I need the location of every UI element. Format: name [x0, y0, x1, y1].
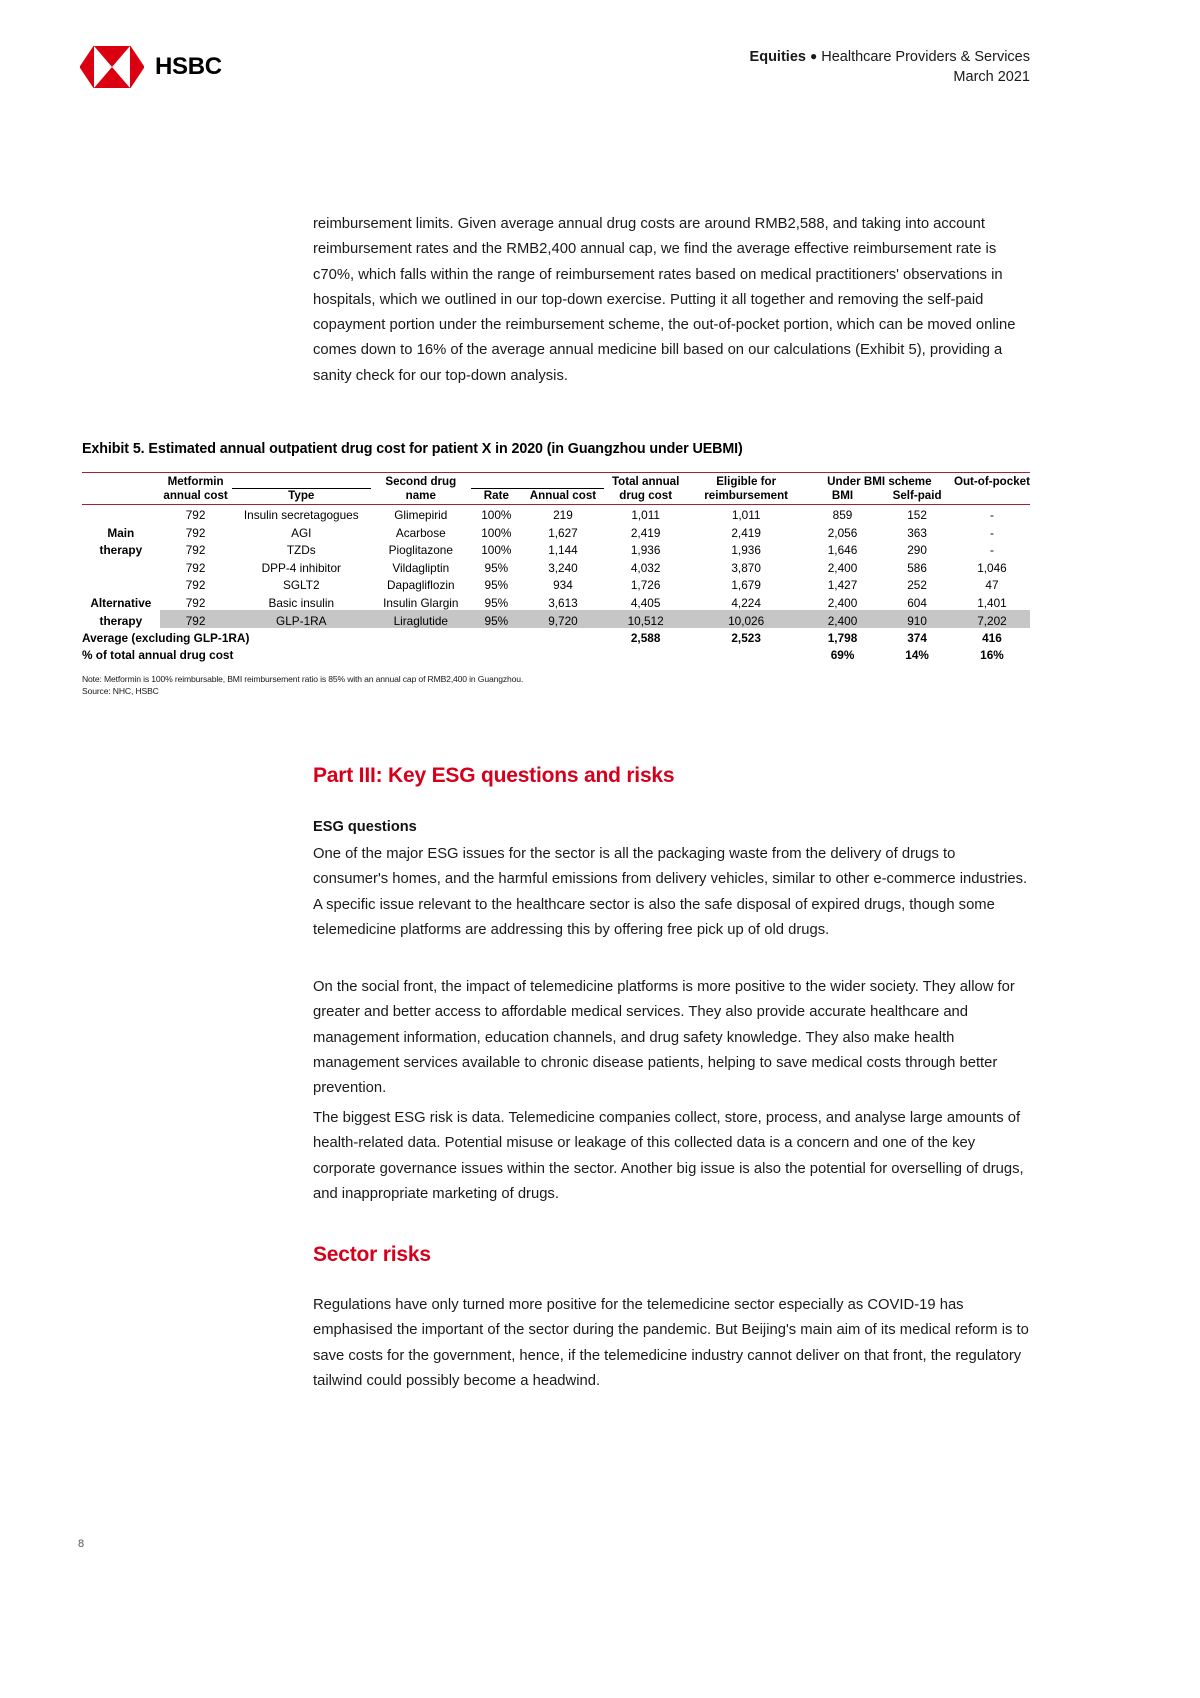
esg-questions-subheading: ESG questions: [313, 819, 417, 835]
cell-bmi: 2,400: [827, 596, 858, 611]
hdr-second-drug: Second drug: [385, 474, 457, 488]
table-row: [82, 575, 1030, 593]
row-group-label: [82, 575, 160, 593]
cell-total-annual-drug-cost: 1,726: [630, 578, 661, 593]
hdr-oop-blank: [954, 489, 1030, 505]
cell-total-annual-drug-cost: 1,011: [631, 508, 660, 523]
cell-eligible-reimbursement: 3,870: [731, 560, 761, 575]
header-line-1: [750, 48, 1030, 68]
table-row: [82, 540, 1030, 558]
cell-second-drug-type: AGI: [291, 525, 312, 540]
cell-out-of-pocket: 1,046: [977, 560, 1007, 575]
row-group-label: [82, 505, 160, 523]
cell-bmi: 1,646: [827, 543, 858, 558]
cell-bmi: 859: [832, 508, 853, 523]
summary-total: [604, 645, 688, 662]
exhibit-note: Note: Metformin is 100% reimbursable, BMI reimbursement ratio is 85% with an annual cap of RMB2,400 in Guangzhou.: [82, 674, 524, 684]
table-row: [82, 522, 1030, 540]
intro-paragraph: reimbursement limits. Given average annual drug costs are around RMB2,588, and taking into account reimbursement rates and the RMB2,400 annual cap, we find the average effective reimbursement rate is c70%, which falls within the range of reimbursement rates based on medical practitioners' observations in hospitals, which we outlined in our top-down exercise. Putting it all together and removing the self-paid copayment portion under the reimbursement scheme, the out-of-pocket portion, which can be moved online comes down to 16% of the average annual medicine bill based on our calculations (Exhibit 5), providing a sanity check for our top-down analysis.: [313, 216, 1016, 384]
cell-second-drug-annual-cost: 9,720: [522, 610, 604, 628]
cell-bmi: 2,400: [827, 560, 858, 575]
cell-total-annual-drug-cost: 2,419: [630, 525, 661, 540]
cell-out-of-pocket: 1,401: [977, 596, 1007, 611]
hdr-under-bmi-scheme: Under BMI scheme: [827, 474, 932, 488]
cell-self-paid: 152: [907, 508, 927, 523]
page-number: 8: [78, 1538, 85, 1550]
row-group-label: Main: [107, 525, 135, 540]
cell-out-of-pocket: -: [989, 543, 994, 558]
cell-self-paid: 252: [907, 578, 927, 593]
cell-second-drug-annual-cost: 3,613: [548, 596, 578, 611]
hsbc-logo: [80, 46, 222, 88]
cell-second-drug-name: Dapagliflozin: [387, 578, 455, 593]
cell-bmi: 1,427: [827, 578, 858, 593]
cell-metformin-annual-cost: 792: [160, 610, 232, 628]
cell-eligible-reimbursement: 2,419: [731, 525, 761, 540]
cell-total-annual-drug-cost: 4,405: [630, 596, 661, 611]
hdr-drug-cost: drug cost: [619, 489, 673, 502]
summary-out-of-pocket: 416: [982, 630, 1002, 645]
exhibit-5-title: Exhibit 5. Estimated annual outpatient drug cost for patient X in 2020 (in Guangzhou under UEBMI): [82, 441, 743, 457]
hdr-total-annual: Total annual: [611, 474, 680, 488]
cell-total-annual-drug-cost: 1,936: [630, 543, 661, 558]
table-summary: [82, 628, 1030, 662]
hdr-annual-cost: annual cost: [163, 489, 228, 502]
cell-self-paid: 290: [907, 543, 927, 558]
cell-total-annual-drug-cost: 10,512: [604, 610, 688, 628]
row-group-label: [82, 557, 160, 575]
hsbc-hexagon-icon: [80, 46, 144, 88]
cell-second-drug-annual-cost: 1,144: [548, 543, 578, 558]
cell-out-of-pocket: 7,202: [954, 610, 1030, 628]
summary-bmi: 1,798: [827, 630, 858, 645]
cell-second-drug-name: Vildagliptin: [392, 560, 450, 575]
esg-paragraph-1: One of the major ESG issues for the sector is all the packaging waste from the delivery of drugs to consumer's homes, and the harmful emissions from delivery vehicles, similar to other e-commerce industries. A specific issue relevant to the healthcare sector is also the safe disposal of expired drugs, though some telemedicine platforms are addressing this by offering free pick up of old drugs.: [313, 846, 1028, 938]
cell-second-drug-annual-cost: 1,627: [548, 525, 578, 540]
table-summary-row: [82, 645, 1030, 662]
summary-label: Average (excluding GLP-1RA): [82, 630, 250, 645]
exhibit-5-table: [82, 472, 1030, 662]
hsbc-wordmark: HSBC: [155, 53, 222, 80]
hdr-annual-cost-2: Annual cost: [529, 489, 597, 502]
cell-out-of-pocket: 47: [985, 578, 999, 593]
row-group-label: therapy: [99, 613, 143, 628]
cell-metformin-annual-cost: 792: [185, 560, 206, 575]
cell-rate: 95%: [471, 610, 523, 628]
table-body: [82, 505, 1030, 628]
cell-rate: 95%: [484, 596, 509, 611]
cell-rate: 100%: [481, 543, 512, 558]
cell-second-drug-type: TZDs: [286, 543, 316, 558]
cell-eligible-reimbursement: 1,936: [731, 543, 761, 558]
hdr-type: Type: [288, 489, 315, 502]
cell-eligible-reimbursement: 4,224: [731, 596, 761, 611]
sector-risks-paragraph: Regulations have only turned more positive for the telemedicine sector especially as COVID-19 has emphasised the important of the sector during the pandemic. But Beijing's main aim of its medical reform is to save costs for the government, hence, if the telemedicine industry cannot deliver on that front, the regulatory tailwind could possibly become a headwind.: [313, 1297, 1029, 1389]
table-row: [82, 610, 1030, 628]
cell-second-drug-name: Acarbose: [395, 525, 446, 540]
cell-rate: 95%: [484, 578, 509, 593]
table-header-bottom: [82, 489, 1030, 505]
summary-self-paid: 374: [907, 630, 927, 645]
hdr-metformin: Metformin: [167, 474, 224, 488]
summary-label: % of total annual drug cost: [82, 647, 234, 662]
sector-risks-heading: Sector risks: [313, 1243, 431, 1266]
header-sector: Healthcare Providers & Services: [821, 49, 1030, 65]
cell-bmi: 2,400: [805, 610, 880, 628]
hdr-blank-2: [82, 489, 160, 505]
table-row: [82, 505, 1030, 523]
hdr-second-drug-rule-right: [471, 473, 604, 489]
exhibit-source: Source: NHC, HSBC: [82, 686, 159, 696]
row-group-label: therapy: [99, 543, 143, 558]
cell-rate: 100%: [481, 525, 512, 540]
cell-metformin-annual-cost: 792: [185, 508, 206, 523]
cell-out-of-pocket: -: [989, 525, 994, 540]
header-meta: [750, 48, 1030, 87]
table-row: [82, 557, 1030, 575]
cell-second-drug-name: Pioglitazone: [388, 543, 453, 558]
cell-metformin-annual-cost: 792: [185, 596, 206, 611]
cell-eligible-reimbursement: 1,679: [731, 578, 761, 593]
hdr-self-paid: Self-paid: [892, 489, 942, 502]
part3-heading: Part III: Key ESG questions and risks: [313, 764, 675, 787]
cell-eligible-reimbursement: 10,026: [687, 610, 804, 628]
cell-second-drug-annual-cost: 3,240: [548, 560, 578, 575]
cell-second-drug-type: GLP-1RA: [232, 610, 372, 628]
hdr-reimbursement: reimbursement: [704, 489, 789, 502]
summary-bmi: 69%: [830, 647, 855, 662]
header-date: March 2021: [953, 68, 1030, 85]
cell-self-paid: 604: [907, 596, 927, 611]
hdr-out-of-pocket: Out-of-pocket: [953, 474, 1030, 488]
cell-second-drug-name: Glimepirid: [394, 508, 448, 523]
hdr-name: name: [405, 489, 436, 502]
summary-eligible: 2,523: [731, 630, 761, 645]
row-group-label: Alternative: [90, 596, 152, 611]
table-header-top: [82, 473, 1030, 489]
cell-eligible-reimbursement: 1,011: [731, 508, 761, 523]
summary-out-of-pocket: 16%: [980, 647, 1004, 662]
header-category: Equities: [749, 49, 806, 65]
cell-second-drug-annual-cost: 934: [553, 578, 573, 593]
cell-rate: 100%: [481, 508, 512, 523]
cell-second-drug-type: DPP-4 inhibitor: [261, 560, 341, 575]
summary-eligible: [687, 645, 804, 662]
table-row: [82, 592, 1030, 610]
page-header: [80, 38, 1030, 100]
cell-metformin-annual-cost: 792: [185, 543, 206, 558]
cell-self-paid: 586: [907, 560, 927, 575]
cell-rate: 95%: [484, 560, 509, 575]
cell-second-drug-type: Insulin secretagogues: [243, 508, 359, 523]
cell-self-paid: 910: [880, 610, 954, 628]
cell-metformin-annual-cost: 792: [185, 525, 206, 540]
summary-total: 2,588: [630, 630, 661, 645]
cell-second-drug-name: Insulin Glargin: [383, 596, 459, 611]
hdr-bmi: BMI: [831, 489, 854, 502]
hdr-blank-1: [82, 473, 160, 489]
esg-paragraph-3: The biggest ESG risk is data. Telemedicine companies collect, store, process, and analyse large amounts of health-related data. Potential misuse or leakage of this collected data is a concern and one of the key corporate governance issues within the sector. Another big issue is also the potential for overselling of drugs, and inappropriate marketing of drugs.: [313, 1110, 1024, 1202]
hdr-rate: Rate: [483, 489, 509, 502]
cell-total-annual-drug-cost: 4,032: [630, 560, 661, 575]
cell-out-of-pocket: -: [989, 508, 994, 523]
summary-self-paid: 14%: [905, 647, 929, 662]
cell-second-drug-type: Basic insulin: [268, 596, 335, 611]
header-separator-dot: ●: [809, 49, 818, 63]
table-summary-row: [82, 628, 1030, 645]
cell-second-drug-annual-cost: 219: [553, 508, 573, 523]
cell-metformin-annual-cost: 792: [185, 578, 206, 593]
hdr-eligible-for: Eligible for: [716, 474, 777, 488]
hdr-second-drug-rule-left: [232, 473, 372, 489]
cell-self-paid: 363: [907, 525, 927, 540]
cell-bmi: 2,056: [827, 525, 858, 540]
esg-paragraph-2: On the social front, the impact of telemedicine platforms is more positive to the wider society. They allow for greater and better access to affordable medical services. They also provide accurate healthcare and management information, education channels, and drug safety knowledge. They also make health management services available to chronic disease patients, helping to save medical costs through better prevention.: [313, 979, 1015, 1097]
cell-second-drug-name: Liraglutide: [371, 610, 471, 628]
cell-second-drug-type: SGLT2: [283, 578, 320, 593]
